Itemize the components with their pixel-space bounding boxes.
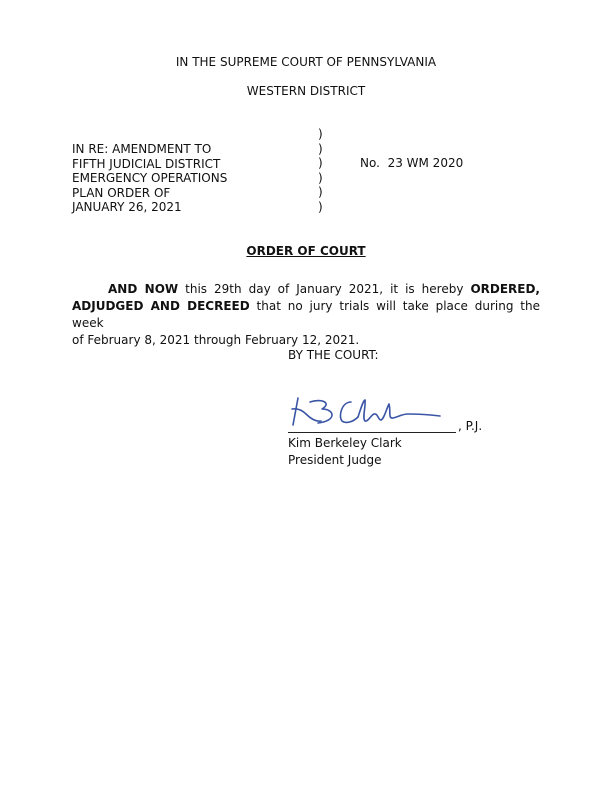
caption-paren: ) xyxy=(318,141,323,156)
judge-signature xyxy=(288,392,450,432)
by-the-court: BY THE COURT: xyxy=(288,348,379,362)
signature-line xyxy=(288,432,456,433)
caption-line: JANUARY 26, 2021 xyxy=(72,200,182,215)
signature-suffix: , P.J. xyxy=(458,419,483,433)
order-title: ORDER OF COURT xyxy=(246,244,366,258)
caption-paren: ) xyxy=(318,199,323,214)
body-emphasis: ADJUDGED AND DECREED xyxy=(72,299,250,313)
body-text: that no jury trials will take place during the week xyxy=(72,299,540,330)
caption-paren: ) xyxy=(318,156,323,171)
docket-number xyxy=(360,156,463,171)
court-heading: IN THE SUPREME COURT OF PENNSYLVANIA xyxy=(175,55,437,69)
caption-paren: ) xyxy=(318,170,323,185)
caption-parentheses xyxy=(318,127,323,215)
caption-line: FIFTH JUDICIAL DISTRICT xyxy=(72,156,221,171)
district-heading: WESTERN DISTRICT xyxy=(246,84,366,98)
body-line xyxy=(72,298,540,332)
caption-paren: ) xyxy=(318,185,323,200)
body-text: this 29th day of January 2021, it is hereby xyxy=(178,282,471,296)
body-line: of February 8, 2021 through February 12, 2021. xyxy=(72,333,360,347)
judge-title: President Judge xyxy=(288,453,382,467)
caption-paren: ) xyxy=(318,127,323,141)
docket-value: 23 WM 2020 xyxy=(387,156,464,170)
caption-line: PLAN ORDER OF xyxy=(72,185,171,200)
body-line xyxy=(72,281,540,298)
body-lead: AND NOW xyxy=(108,282,179,296)
caption-line: EMERGENCY OPERATIONS xyxy=(72,171,228,186)
order-body xyxy=(72,281,540,349)
case-caption xyxy=(72,142,227,215)
body-emphasis: ORDERED, xyxy=(470,282,540,296)
judge-name: Kim Berkeley Clark xyxy=(288,436,402,450)
docket-label: No. xyxy=(360,156,380,170)
caption-line: IN RE: AMENDMENT TO xyxy=(72,142,212,156)
